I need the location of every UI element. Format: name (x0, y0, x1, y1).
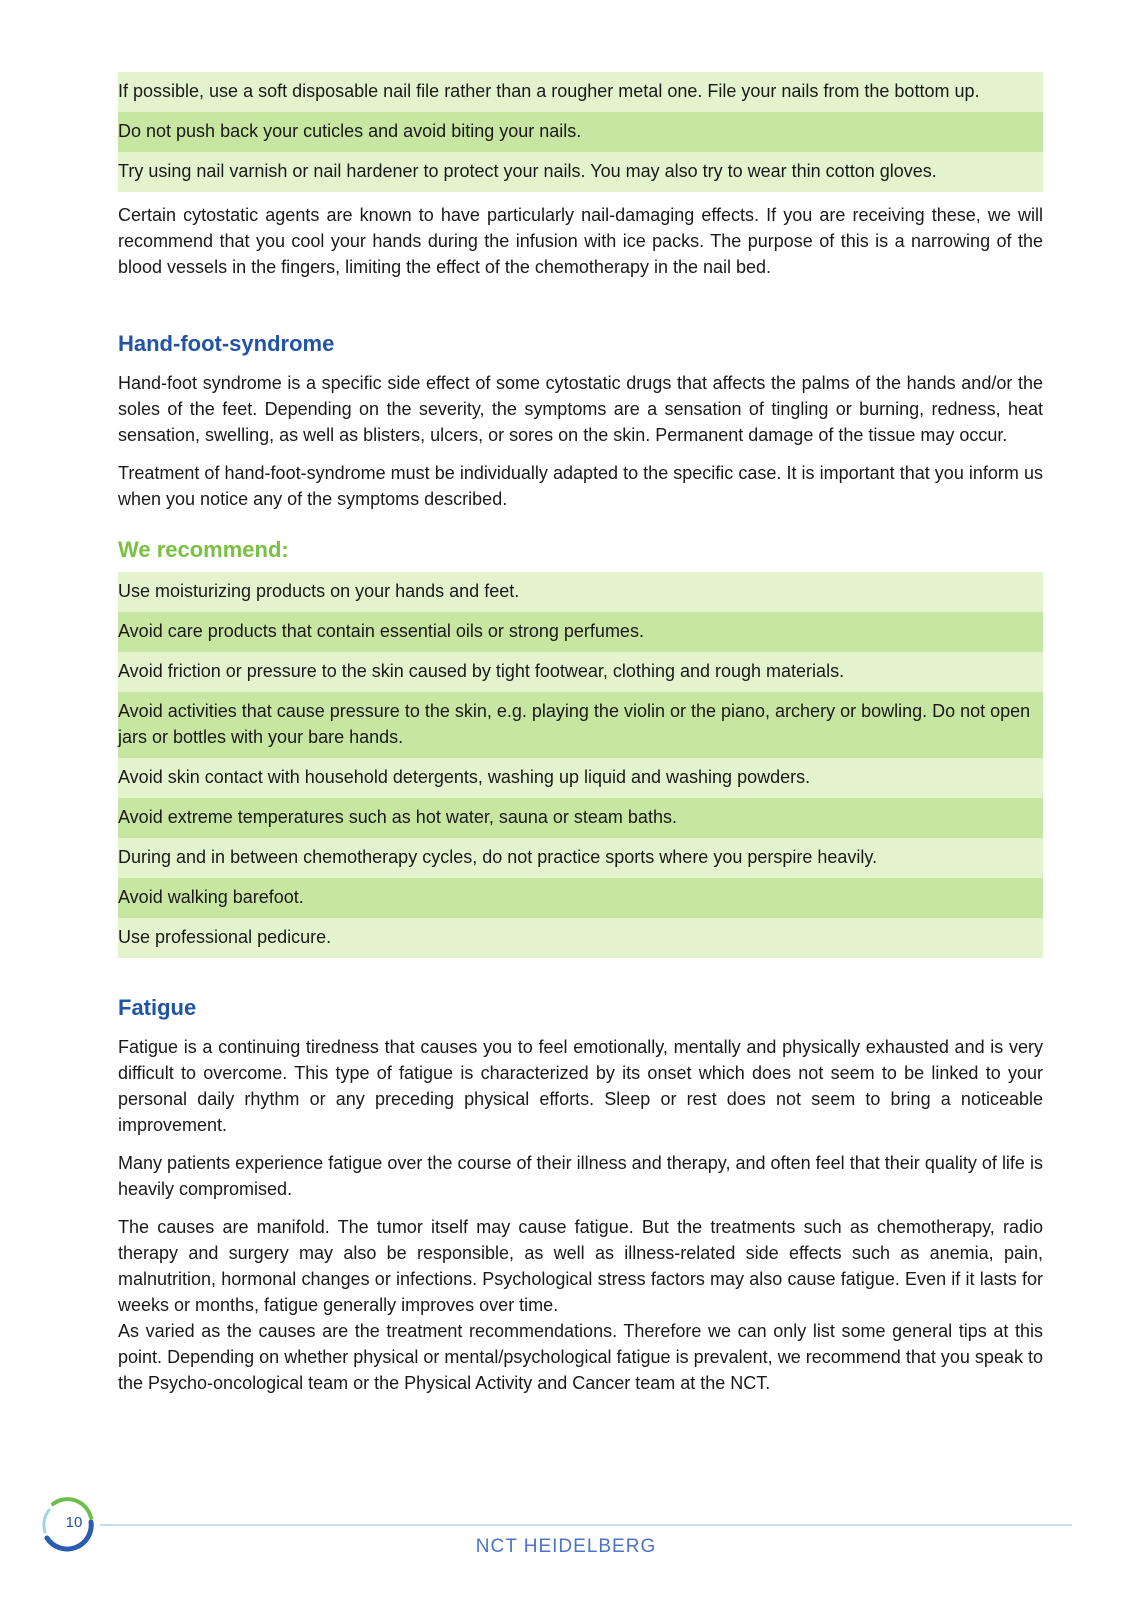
section-title-fatigue: Fatigue (118, 995, 197, 1020)
footer-divider (100, 1524, 1072, 1526)
recommend-list (118, 572, 1043, 958)
recommend-title: We recommend: (118, 537, 289, 562)
hfs-paragraph: Treatment of hand-foot-syndrome must be individually adapted to the specific case. It is important that you inform us when you notice any of the symptoms described. (118, 463, 1043, 509)
footer-org: NCT HEIDELBERG (475, 1536, 657, 1557)
list-item: Try using nail varnish or nail hardener to protect your nails. You may also try to wear thin cotton gloves. (118, 152, 1043, 192)
list-item: Use professional pedicure. (118, 918, 1043, 958)
list-item: If possible, use a soft disposable nail file rather than a rougher metal one. File your nails from the bottom up. (118, 72, 1043, 112)
list-item: Use moisturizing products on your hands and feet. (118, 572, 1043, 612)
nail-paragraph: Certain cytostatic agents are known to have particularly nail-damaging effects. If you are receiving these, we will recommend that you cool your hands during the infusion with ice packs. The purpose of this is a narrowing of the blood vessels in the fingers, limiting the effect of the chemotherapy in the nail bed. (118, 205, 1043, 277)
page-number: 10 (65, 1513, 83, 1531)
list-item: Avoid walking barefoot. (118, 878, 1043, 918)
fatigue-paragraph: The causes are manifold. The tumor itself may cause fatigue. But the treatments such as chemotherapy, radio therapy and surgery may also be responsible, as well as illness-related side effects such as anemia, pain, malnutrition, hormonal changes or infections. Psychological stress factors may also cause fatigue. Even if it lasts for weeks or months, fatigue generally improves over time. (118, 1217, 1043, 1315)
list-item: Avoid skin contact with household detergents, washing up liquid and washing powders. (118, 758, 1043, 798)
fatigue-paragraph: As varied as the causes are the treatment recommendations. Therefore we can only list some general tips at this point. Depending on whether physical or mental/psychological fatigue is prevalent, we recommend that you speak to the Psycho-oncological team or the Physical Activity and Cancer team at the NCT. (118, 1321, 1043, 1393)
list-item: Avoid activities that cause pressure to the skin, e.g. playing the violin or the piano, archery or bowling. Do not open jars or bottles with your bare hands. (118, 692, 1043, 758)
list-item: Avoid extreme temperatures such as hot water, sauna or steam baths. (118, 798, 1043, 838)
fatigue-paragraph: Many patients experience fatigue over the course of their illness and therapy, and often feel that their quality of life is heavily compromised. (118, 1153, 1043, 1199)
hfs-paragraph: Hand-foot syndrome is a specific side effect of some cytostatic drugs that affects the palms of the hands and/or the soles of the feet. Depending on the severity, the symptoms are a sensation of tingling or burning, redness, heat sensation, swelling, as well as blisters, ulcers, or sores on the skin. Permanent damage of the tissue may occur. (118, 373, 1043, 445)
list-item: Avoid friction or pressure to the skin caused by tight footwear, clothing and rough materials. (118, 652, 1043, 692)
nail-tips-list (118, 72, 1043, 192)
list-item: Avoid care products that contain essential oils or strong perfumes. (118, 612, 1043, 652)
list-item: Do not push back your cuticles and avoid biting your nails. (118, 112, 1043, 152)
list-item: During and in between chemotherapy cycles, do not practice sports where you perspire heavily. (118, 838, 1043, 878)
fatigue-paragraph: Fatigue is a continuing tiredness that causes you to feel emotionally, mentally and physically exhausted and is very difficult to overcome. This type of fatigue is characterized by its onset which does not seem to be linked to your personal daily rhythm or any preceding physical efforts. Sleep or rest does not seem to bring a noticeable improvement. (118, 1037, 1043, 1135)
page-content (118, 72, 1043, 1396)
section-title-hand-foot: Hand-foot-syndrome (118, 331, 335, 356)
